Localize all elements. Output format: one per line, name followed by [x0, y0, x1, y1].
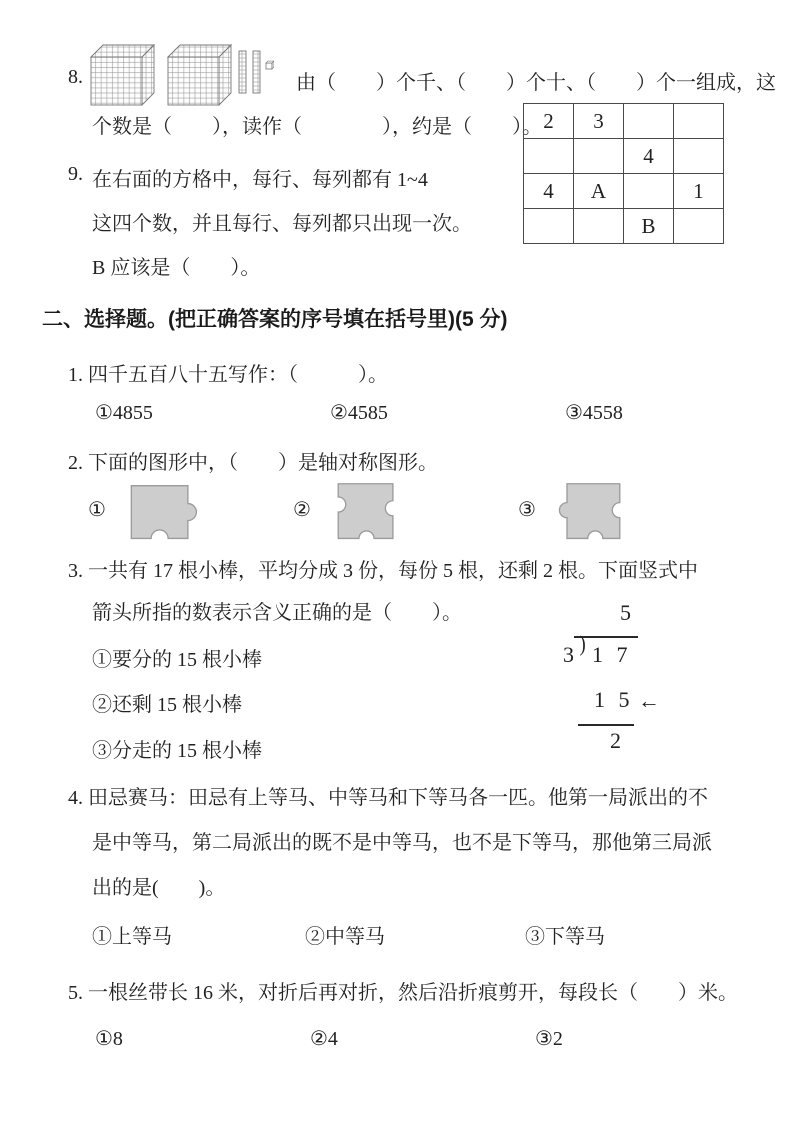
thousands-cube-icon [168, 45, 231, 105]
grid-cell: 3 [574, 104, 624, 139]
choice-5-option-2: ②4 [310, 1028, 338, 1050]
choice-1-option-1: ①4855 [95, 402, 153, 424]
choice-4-text-line-2: 是中等马，第二局派出的既不是中等马，也不是下等马，那他第三局派 [92, 832, 712, 854]
choice-3-option-1: ①要分的 15 根小棒 [92, 649, 262, 671]
grid-row [524, 104, 724, 139]
division-underline [578, 724, 634, 726]
choice-4-option-1: ①上等马 [92, 926, 172, 948]
grid-row [524, 174, 724, 209]
long-division-figure [562, 600, 692, 755]
choice-3-text-line-2: 箭头所指的数表示含义正确的是（ ）。 [92, 602, 462, 624]
division-bracket: ) [579, 631, 586, 656]
question-9-number: 9. [68, 163, 83, 185]
choice-1-option-3: ③4558 [565, 402, 623, 424]
choice-2-figure-label-1: ① [88, 499, 106, 521]
grid-cell: A [574, 174, 624, 209]
puzzle-piece-figure-1 [114, 480, 209, 546]
puzzle-piece-figure-3 [544, 480, 639, 546]
choice-1-option-2: ②4585 [330, 402, 388, 424]
grid-cell: 2 [524, 104, 574, 139]
choice-4-text-line-1: 4. 田忌赛马：田忌有上等马、中等马和下等马各一匹。他第一局派出的不 [68, 787, 708, 809]
arrow-left-icon: ← [638, 688, 660, 713]
tens-rod-icon [253, 51, 260, 93]
thousands-cube-icon [91, 45, 154, 105]
division-divisor: 3 [563, 642, 574, 667]
question-9-text-line-1: 在右面的方格中，每行、每列都有 1~4 [92, 169, 428, 191]
division-dividend: 1 7 [592, 642, 632, 667]
grid-row [524, 209, 724, 244]
choice-5-option-1: ①8 [95, 1028, 123, 1050]
choice-5-option-3: ③2 [535, 1028, 563, 1050]
choice-3-option-3: ③分走的 15 根小棒 [92, 740, 262, 762]
grid-cell: 4 [624, 139, 674, 174]
choice-2-figure-label-3: ③ [518, 499, 536, 521]
choice-3-option-2: ②还剩 15 根小棒 [92, 694, 242, 716]
choice-2-figure-label-2: ② [293, 499, 311, 521]
grid-cell: 1 [674, 174, 724, 209]
ones-cube-icon [266, 61, 274, 69]
grid-cell [624, 104, 674, 139]
grid-cell [574, 209, 624, 244]
question-8-text-line-1: 由（ ）个千、（ ）个十、（ ）个一组成，这 [296, 72, 776, 94]
grid-row [524, 139, 724, 174]
number-grid-figure [523, 103, 724, 244]
grid-cell: 4 [524, 174, 574, 209]
choice-4-option-2: ②中等马 [305, 926, 385, 948]
tens-rod-icon [239, 51, 246, 93]
choice-1-text: 1. 四千五百八十五写作：（ ）。 [68, 364, 388, 386]
question-8-text-line-2: 个数是（ ），读作（ ），约是（ ）。 [92, 116, 542, 138]
division-remainder: 2 [610, 728, 621, 753]
grid-cell [524, 209, 574, 244]
choice-2-text: 2. 下面的图形中，（ ）是轴对称图形。 [68, 452, 438, 474]
division-product: 1 5 [594, 687, 634, 712]
grid-cell [674, 104, 724, 139]
grid-cell [574, 139, 624, 174]
grid-cell [674, 209, 724, 244]
section-2-heading: 二、选择题。(把正确答案的序号填在括号里)(5 分) [42, 308, 508, 331]
grid-cell: B [624, 209, 674, 244]
choice-4-option-3: ③下等马 [525, 926, 605, 948]
base-ten-blocks-figure [90, 42, 274, 108]
grid-cell [674, 139, 724, 174]
question-8-number: 8. [68, 66, 83, 88]
question-9-text-line-2: 这四个数，并且每行、每列都只出现一次。 [92, 213, 472, 235]
division-quotient: 5 [620, 600, 631, 625]
question-9-text-line-3: B 应该是（ ）。 [92, 257, 261, 279]
grid-cell [524, 139, 574, 174]
grid-cell [624, 174, 674, 209]
choice-5-text: 5. 一根丝带长 16 米，对折后再对折，然后沿折痕剪开，每段长（ ）米。 [68, 982, 738, 1004]
choice-4-text-line-3: 出的是( )。 [92, 877, 226, 899]
choice-3-text-line-1: 3. 一共有 17 根小棒，平均分成 3 份，每份 5 根，还剩 2 根。下面竖式中 [68, 560, 698, 582]
puzzle-piece-figure-2 [319, 480, 414, 546]
